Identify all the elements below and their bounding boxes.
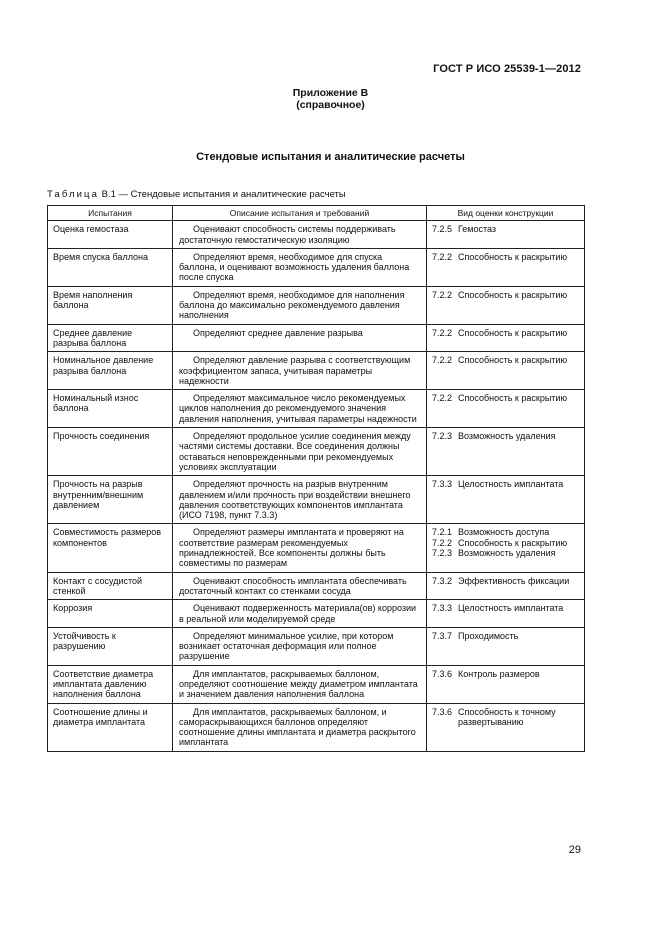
clause-label: Возможность доступа bbox=[458, 527, 550, 538]
description-text: Определяют прочность на разрыв внутренним давлением и/или прочность при воздействии внешнего давления соответствующих компонентов имплантата (ИСО 7198, пункт 7.3.3) bbox=[179, 479, 411, 521]
page-number: 29 bbox=[568, 844, 581, 856]
clause-label: Гемостаз bbox=[458, 224, 497, 235]
clause-code: 7.3.6 bbox=[432, 706, 453, 717]
cell-assessment-type bbox=[427, 627, 585, 665]
assessment-line bbox=[432, 479, 580, 489]
clause-code: 7.2.2 bbox=[432, 251, 453, 262]
clause-label: Контроль размеров bbox=[458, 668, 540, 679]
table-row bbox=[48, 572, 585, 600]
cell-assessment-type bbox=[427, 428, 585, 476]
cell-test-name: Время спуска баллона bbox=[48, 248, 173, 286]
clause-code: 7.2.2 bbox=[432, 327, 453, 338]
clause-code: 7.2.2 bbox=[432, 393, 453, 404]
cell-test-name: Контакт с сосудистой стенкой bbox=[48, 572, 173, 600]
clause-label: Эффективность фиксации bbox=[458, 575, 570, 586]
assessment-line bbox=[432, 631, 580, 641]
description-text: Определяют максимальное число рекомендуемых циклов наполнения до рекомендуемого значения давления наполнения, учитывая параметры надежности bbox=[179, 393, 417, 424]
cell-assessment-type bbox=[427, 248, 585, 286]
clause-code: 7.3.2 bbox=[432, 575, 453, 586]
clause-label: Способность к раскрытию bbox=[458, 355, 568, 366]
table-caption-label: Таблица bbox=[47, 189, 99, 200]
table-row bbox=[48, 221, 585, 249]
table-row bbox=[48, 524, 585, 572]
cell-assessment-type bbox=[427, 286, 585, 324]
clause-code: 7.3.6 bbox=[432, 668, 453, 679]
annex-subtitle: (справочное) bbox=[296, 99, 365, 111]
clause-code: 7.2.2 bbox=[432, 289, 453, 300]
cell-test-name: Время наполнения баллона bbox=[48, 286, 173, 324]
cell-description bbox=[173, 524, 427, 572]
clause-code: 7.2.3 bbox=[432, 431, 453, 442]
description-text: Определяют среднее давление разрыва bbox=[193, 327, 363, 338]
table-row bbox=[48, 286, 585, 324]
description-text: Оценивают способность имплантата обеспечивать достаточный контакт со стенками сосуда bbox=[179, 575, 407, 596]
cell-description bbox=[173, 324, 427, 352]
clause-code: 7.3.7 bbox=[432, 630, 453, 641]
table-row bbox=[48, 600, 585, 628]
table-caption bbox=[47, 189, 346, 200]
assessment-line bbox=[432, 328, 580, 338]
cell-test-name: Прочность соединения bbox=[48, 428, 173, 476]
table-row bbox=[48, 627, 585, 665]
clause-label: Возможность удаления bbox=[458, 548, 556, 559]
clause-code: 7.2.2 bbox=[432, 355, 453, 366]
description-text: Определяют время, необходимое для спуска баллона, и оценивают возможность удаления баллона после спуска bbox=[179, 251, 410, 283]
table-row bbox=[48, 248, 585, 286]
cell-description bbox=[173, 665, 427, 703]
table-caption-text: В.1 — Стендовые испытания и аналитические расчеты bbox=[98, 189, 346, 200]
cell-description bbox=[173, 600, 427, 628]
cell-assessment-type bbox=[427, 324, 585, 352]
table-row bbox=[48, 665, 585, 703]
annex-title: Приложение В bbox=[292, 87, 369, 99]
clause-code: 7.2.5 bbox=[432, 224, 453, 235]
description-text: Оценивают способность системы поддерживать достаточную гемостатическую изоляцию bbox=[179, 224, 396, 245]
clause-label: Способность к раскрытию bbox=[458, 289, 568, 300]
assessment-line bbox=[432, 252, 580, 262]
cell-assessment-type bbox=[427, 524, 585, 572]
cell-test-name: Соответствие диаметра имплантата давлению наполнения баллона bbox=[48, 665, 173, 703]
cell-assessment-type bbox=[427, 703, 585, 751]
cell-assessment-type bbox=[427, 476, 585, 524]
assessment-line bbox=[432, 669, 580, 679]
cell-description bbox=[173, 390, 427, 428]
assessment-line bbox=[432, 224, 580, 234]
clause-label: Способность к точному развертыванию bbox=[458, 706, 556, 727]
cell-description bbox=[173, 221, 427, 249]
cell-test-name: Среднее давление разрыва баллона bbox=[48, 324, 173, 352]
cell-assessment-type bbox=[427, 600, 585, 628]
table-row bbox=[48, 324, 585, 352]
description-text: Для имплантатов, раскрываемых баллоном, и самораскрывающихся баллонов определяют соотношение длины имплантата и диаметра раскрытого имплантата bbox=[179, 706, 416, 748]
clause-label: Возможность удаления bbox=[458, 431, 556, 442]
description-text: Оценивают подверженность материала(ов) коррозии в реальной или моделируемой среде bbox=[179, 603, 417, 624]
description-text: Определяют давление разрыва с соответствующим коэффициентом запаса, учитывая параметры надежности bbox=[179, 355, 411, 386]
description-text: Определяют размеры имплантата и проверяют на соответствие размерам рекомендуемых принадлежностей. Все компоненты должны быть совместимы по размерам bbox=[179, 527, 404, 569]
table-header-row bbox=[48, 206, 585, 221]
section-title: Стендовые испытания и аналитические расчеты bbox=[196, 151, 465, 163]
table-body bbox=[48, 221, 585, 751]
description-text: Определяют минимальное усилие, при котором возникает остаточная деформация или полное разрушение bbox=[179, 630, 394, 662]
clause-code: 7.2.3 bbox=[432, 548, 453, 559]
clause-label: Способность к раскрытию bbox=[458, 393, 568, 404]
cell-description bbox=[173, 352, 427, 390]
assessment-line bbox=[432, 290, 580, 300]
cell-description bbox=[173, 572, 427, 600]
table-row bbox=[48, 703, 585, 751]
assessment-line bbox=[432, 527, 580, 537]
assessment-line bbox=[432, 548, 580, 558]
cell-test-name: Прочность на разрыв внутренним/внешним давлением bbox=[48, 476, 173, 524]
cell-description bbox=[173, 286, 427, 324]
clause-label: Способность к раскрытию bbox=[458, 537, 568, 548]
clause-code: 7.2.1 bbox=[432, 527, 453, 538]
column-header-tests: Испытания bbox=[48, 206, 173, 221]
column-header-description: Описание испытания и требований bbox=[173, 206, 427, 221]
clause-label: Целостность имплантата bbox=[458, 479, 564, 490]
description-text: Определяют продольное усилие соединения между частями системы доставки. Все соединения должны оставаться неповрежденными при рекомендуемых условиях эксплуатации bbox=[179, 431, 411, 472]
cell-assessment-type bbox=[427, 665, 585, 703]
assessment-line bbox=[432, 603, 580, 613]
clause-code: 7.3.3 bbox=[432, 479, 453, 490]
clause-code: 7.2.2 bbox=[432, 537, 453, 548]
assessment-line bbox=[432, 707, 580, 728]
tests-table bbox=[47, 205, 585, 752]
annex-heading bbox=[0, 87, 661, 111]
cell-test-name: Совместимость размеров компонентов bbox=[48, 524, 173, 572]
clause-label: Способность к раскрытию bbox=[458, 251, 568, 262]
cell-assessment-type bbox=[427, 572, 585, 600]
cell-description bbox=[173, 428, 427, 476]
table-row bbox=[48, 390, 585, 428]
assessment-line bbox=[432, 431, 580, 441]
assessment-line bbox=[432, 538, 580, 548]
cell-test-name: Устойчивость к разрушению bbox=[48, 627, 173, 665]
document-code: ГОСТ Р ИСО 25539-1—2012 bbox=[433, 63, 581, 75]
cell-assessment-type bbox=[427, 221, 585, 249]
cell-test-name: Соотношение длины и диаметра имплантата bbox=[48, 703, 173, 751]
description-text: Определяют время, необходимое для наполнения баллона до максимально рекомендуемого давления наполнения bbox=[179, 289, 405, 321]
table-row bbox=[48, 428, 585, 476]
clause-label: Целостность имплантата bbox=[458, 603, 564, 614]
description-text: Для имплантатов, раскрываемых баллоном, определяют соотношение между диаметром имплантата и значением давления наполнения баллона bbox=[179, 668, 418, 700]
cell-description bbox=[173, 703, 427, 751]
cell-test-name: Оценка гемостаза bbox=[48, 221, 173, 249]
cell-test-name: Номинальное давление разрыва баллона bbox=[48, 352, 173, 390]
cell-test-name: Номинальный износ баллона bbox=[48, 390, 173, 428]
cell-assessment-type bbox=[427, 390, 585, 428]
clause-label: Способность к раскрытию bbox=[458, 327, 568, 338]
assessment-line bbox=[432, 355, 580, 365]
clause-code: 7.3.3 bbox=[432, 603, 453, 614]
cell-description bbox=[173, 248, 427, 286]
clause-label: Проходимость bbox=[458, 630, 519, 641]
cell-assessment-type bbox=[427, 352, 585, 390]
assessment-line bbox=[432, 576, 580, 586]
column-header-assessment: Вид оценки конструкции bbox=[427, 206, 585, 221]
cell-description bbox=[173, 627, 427, 665]
cell-test-name: Коррозия bbox=[48, 600, 173, 628]
assessment-line bbox=[432, 393, 580, 403]
cell-description bbox=[173, 476, 427, 524]
table-row bbox=[48, 352, 585, 390]
table-row bbox=[48, 476, 585, 524]
